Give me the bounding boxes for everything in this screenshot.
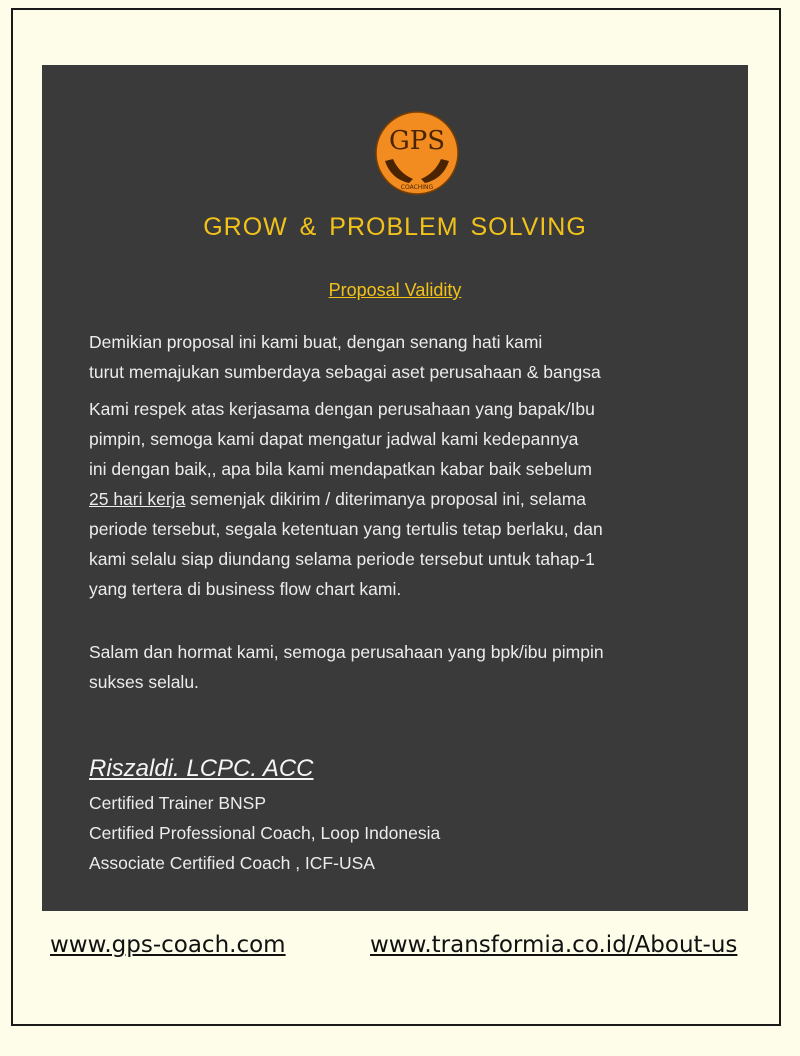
paragraph-closing — [89, 637, 719, 697]
gps-coaching-logo-icon — [355, 109, 479, 197]
validity-period: 25 hari kerja — [89, 489, 186, 509]
gps-coach-link[interactable]: www.gps-coach.com — [50, 932, 286, 958]
paragraph-line: semenjak dikirim / diterimanya proposal ini, selama — [185, 489, 587, 509]
paragraph-line: pimpin, semoga kami dapat mengatur jadwal kami kedepannya — [89, 429, 579, 449]
paragraph-line: Kami respek atas kerjasama dengan perusahaan yang bapak/Ibu — [89, 399, 595, 419]
paragraph-line: sukses selalu. — [89, 672, 199, 692]
logo-ring-text: COACHING — [400, 184, 434, 191]
proposal-panel — [42, 65, 748, 911]
paragraph-line: yang tertera di business flow chart kami. — [89, 579, 402, 599]
paragraph-line: periode tersebut, segala ketentuan yang tertulis tetap berlaku, dan — [89, 519, 603, 539]
credential-line: Certified Professional Coach, Loop Indonesia — [89, 823, 441, 843]
brand-title: GROW & PROBLEM SOLVING — [203, 213, 587, 241]
credential-line: Certified Trainer BNSP — [89, 793, 267, 813]
logo-text: GPS — [388, 126, 446, 156]
paragraph-line: Salam dan hormat kami, semoga perusahaan yang bpk/ibu pimpin — [89, 642, 604, 662]
paragraph-line: ini dengan baik,, apa bila kami mendapatkan kabar baik sebelum — [89, 459, 592, 479]
section-title: Proposal Validity — [328, 280, 462, 300]
paragraph-line: turut memajukan sumberdaya sebagai aset perusahaan & bangsa — [89, 362, 601, 382]
paragraph-validity — [89, 394, 719, 604]
signature-name: Riszaldi. LCPC. ACC — [89, 755, 314, 782]
credential-line: Associate Certified Coach , ICF-USA — [89, 853, 375, 873]
transformia-link[interactable]: www.transformia.co.id/About-us — [370, 932, 738, 958]
paragraph-line: kami selalu siap diundang selama periode tersebut untuk tahap-1 — [89, 549, 595, 569]
paragraph-intro — [89, 327, 719, 387]
paragraph-line: Demikian proposal ini kami buat, dengan senang hati kami — [89, 332, 543, 352]
